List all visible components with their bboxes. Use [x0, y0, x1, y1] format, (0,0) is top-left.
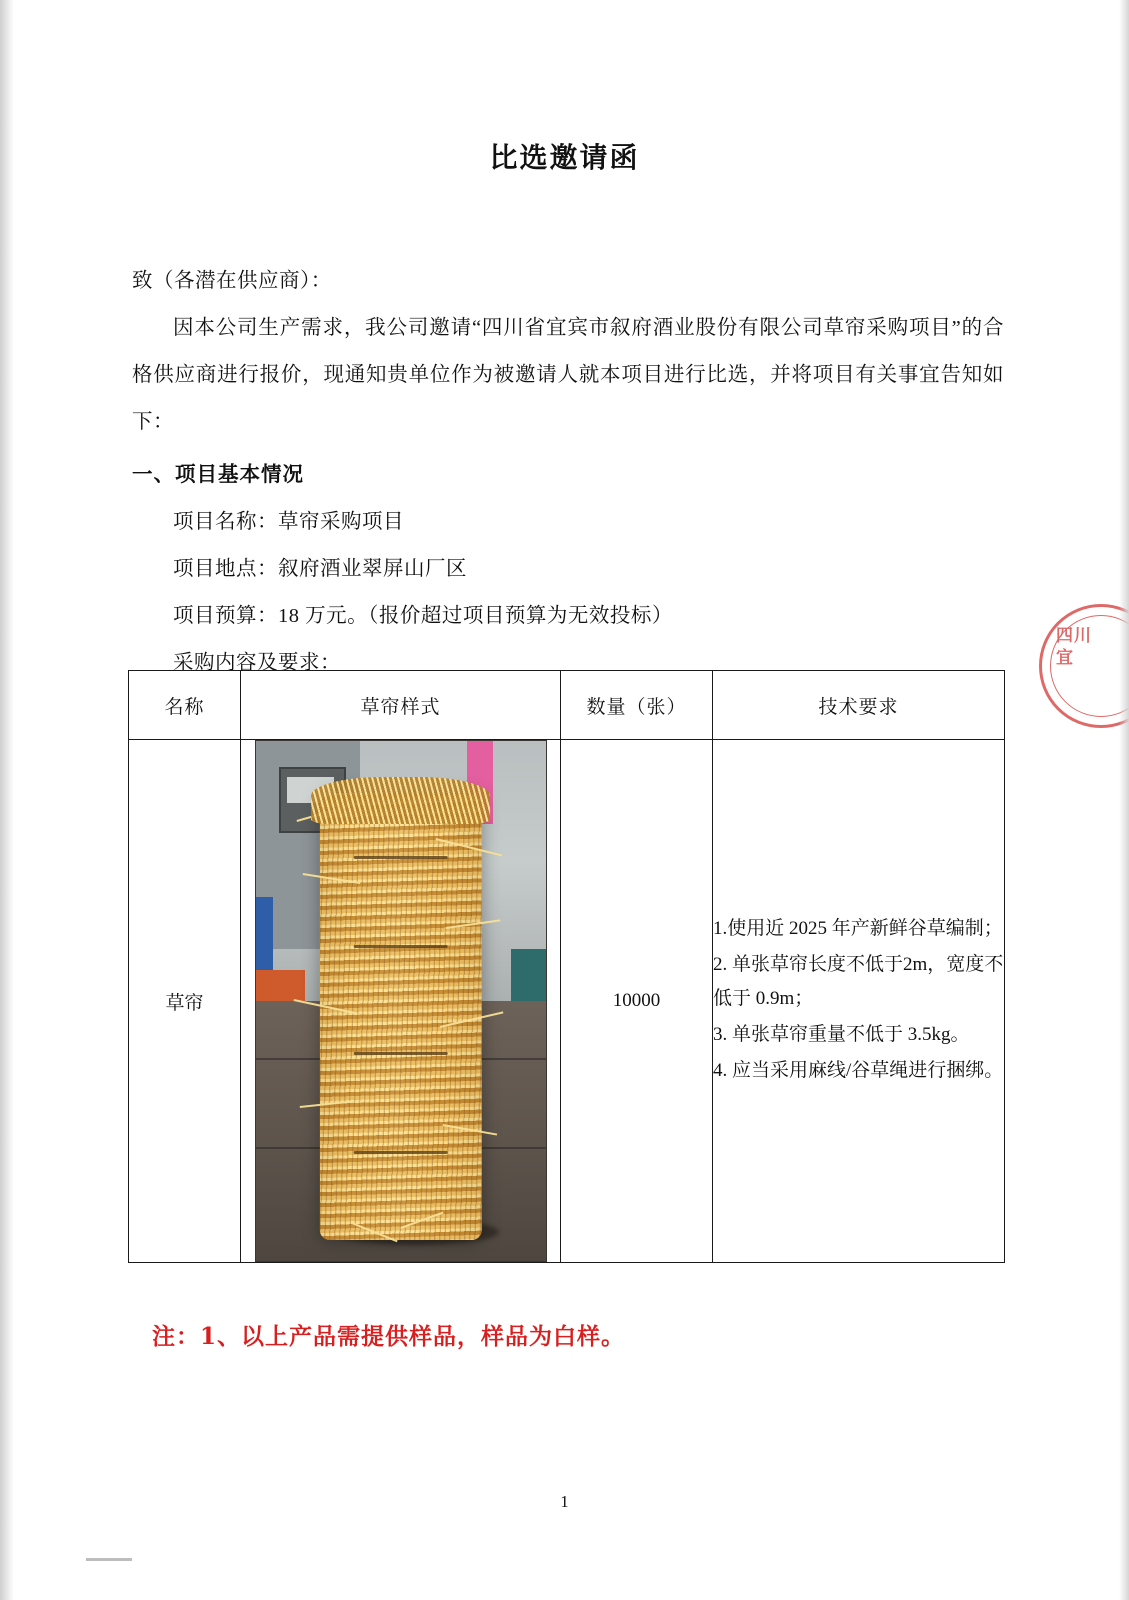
table-header-row — [129, 671, 1005, 740]
photo-straw-roll-top — [311, 777, 491, 824]
scan-artifact — [86, 1558, 132, 1561]
table-header-quantity: 数量（张） — [561, 671, 713, 740]
seal-text: 四川宜 — [1056, 626, 1092, 668]
photo-straw-roll — [319, 793, 481, 1240]
field-project-location: 项目地点：叙府酒业翠屏山厂区 — [173, 558, 467, 580]
table-header-style: 草帘样式 — [241, 671, 561, 740]
straw-curtain-photo — [255, 740, 547, 1262]
requirements-table — [128, 670, 1005, 1263]
salutation: 致（各潜在供应商）： — [132, 270, 332, 292]
sample-note: 注：1、以上产品需提供样品，样品为白样。 — [152, 1323, 626, 1350]
document-body — [132, 258, 1004, 687]
cell-quantity: 10000 — [561, 740, 713, 1263]
field-project-name: 项目名称：草帘采购项目 — [173, 511, 404, 533]
section-heading-one: 一、项目基本情况 — [132, 464, 304, 486]
page-number: 1 — [560, 1492, 569, 1511]
field-procurement-content: 采购内容及要求： — [173, 652, 341, 674]
requirement-item-1: 1.使用近 2025 年产新鲜谷草编制； — [713, 918, 1003, 939]
intro-paragraph: 因本公司生产需求，我公司邀请“四川省宜宾市叙府酒业股份有限公司草帘采购项目”的合格供应商进行报价，现通知贵单位作为被邀请人就本项目进行比选，并将项目有关事宜告知如下： — [132, 317, 1004, 433]
requirement-item-4: 4. 应当采用麻线/谷草绳进行捆绑。 — [713, 1060, 1004, 1081]
field-project-budget: 项目预算：18 万元。（报价超过项目预算为无效投标） — [173, 605, 673, 627]
cell-product-name: 草帘 — [129, 740, 241, 1263]
requirement-item-3: 3. 单张草帘重量不低于 3.5kg。 — [713, 1024, 970, 1045]
cell-technical-requirements — [713, 740, 1005, 1263]
red-seal-stamp — [1039, 604, 1129, 728]
page-title: 比选邀请函 — [489, 141, 640, 174]
table-header-name: 名称 — [129, 671, 241, 740]
cell-product-photo — [241, 740, 561, 1263]
requirement-item-2: 2. 单张草帘长度不低于2m，宽度不低于 0.9m； — [713, 954, 1004, 1009]
table-row — [129, 740, 1005, 1263]
table-header-requirements: 技术要求 — [713, 671, 1005, 740]
